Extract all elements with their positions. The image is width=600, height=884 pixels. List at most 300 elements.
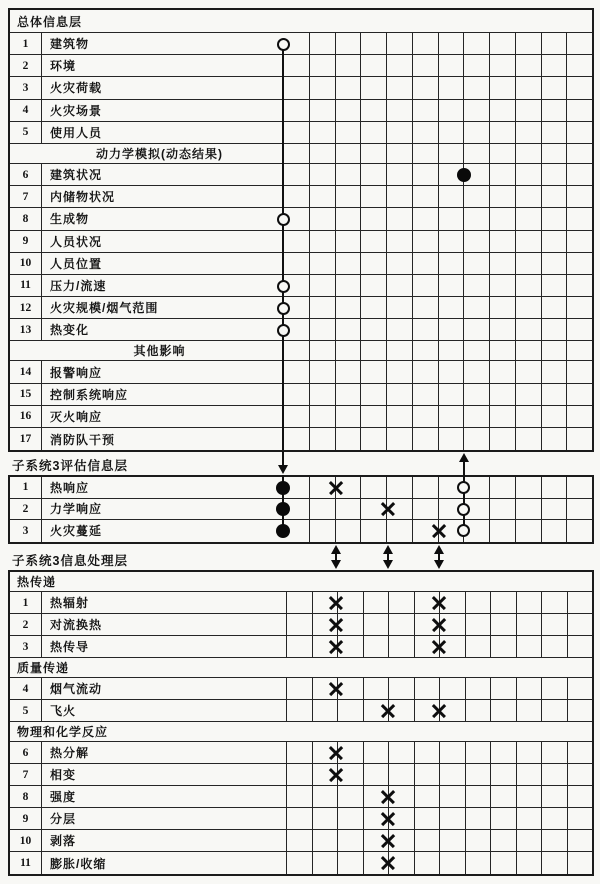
grid-cell bbox=[310, 428, 336, 450]
grid-cell bbox=[567, 477, 592, 498]
grid-cell bbox=[387, 384, 413, 405]
grid-cell bbox=[387, 100, 413, 121]
table-row bbox=[10, 186, 592, 208]
grid-cell bbox=[567, 499, 592, 520]
grid-cell bbox=[517, 742, 543, 763]
grid-cell bbox=[567, 384, 592, 405]
grid-cell bbox=[364, 678, 390, 699]
table-row bbox=[10, 164, 592, 186]
grid-cell bbox=[387, 297, 413, 318]
grid-cell bbox=[464, 319, 490, 340]
grid-cell bbox=[413, 341, 439, 360]
grid-cell bbox=[466, 592, 492, 613]
grid-cell bbox=[387, 477, 413, 498]
grid-cell bbox=[464, 33, 490, 54]
grid-cell bbox=[439, 319, 465, 340]
grid-cell bbox=[413, 361, 439, 382]
table-row bbox=[10, 808, 592, 830]
row-label: 热响应 bbox=[42, 477, 310, 498]
grid-cell bbox=[310, 275, 336, 296]
grid-cell bbox=[336, 361, 362, 382]
grid-cell bbox=[542, 614, 568, 635]
grid-cell bbox=[336, 186, 362, 207]
grid-cell bbox=[415, 764, 441, 785]
row-label: 膨胀/收缩 bbox=[42, 852, 287, 874]
x-mark bbox=[431, 639, 447, 655]
row-label: 压力/流速 bbox=[42, 275, 310, 296]
grid-cell bbox=[336, 428, 362, 450]
grid-cell bbox=[439, 186, 465, 207]
table-row bbox=[10, 361, 592, 383]
grid-cell bbox=[466, 786, 492, 807]
table-row bbox=[10, 614, 592, 636]
table-row bbox=[10, 231, 592, 253]
grid-cell bbox=[387, 406, 413, 427]
grid-cell bbox=[464, 122, 490, 143]
grid-cell bbox=[490, 122, 516, 143]
grid-cell bbox=[517, 636, 543, 657]
grid-cell bbox=[542, 208, 568, 229]
grid-cell bbox=[413, 77, 439, 98]
grid-cell bbox=[287, 764, 313, 785]
row-label: 灭火响应 bbox=[42, 406, 310, 427]
grid-cell bbox=[439, 77, 465, 98]
grid-cell bbox=[567, 77, 592, 98]
row-label: 人员状况 bbox=[42, 231, 310, 252]
grid-cell bbox=[364, 742, 390, 763]
grid-cell bbox=[516, 186, 542, 207]
grid-cell bbox=[567, 164, 592, 185]
row-number: 9 bbox=[10, 808, 42, 829]
grid-cell bbox=[464, 55, 490, 76]
x-mark bbox=[431, 617, 447, 633]
grid-cell bbox=[361, 144, 387, 163]
grid-cell bbox=[310, 122, 336, 143]
grid-cell bbox=[567, 297, 592, 318]
row-number: 14 bbox=[10, 361, 42, 382]
grid-cell bbox=[361, 406, 387, 427]
row-number: 17 bbox=[10, 428, 42, 450]
grid-cell bbox=[516, 428, 542, 450]
grid-cell bbox=[287, 678, 313, 699]
grid-cell bbox=[287, 636, 313, 657]
table-subsystem3-evaluation-layer bbox=[8, 475, 594, 544]
grid-cell bbox=[439, 231, 465, 252]
grid-cell bbox=[361, 100, 387, 121]
grid-cell bbox=[568, 786, 593, 807]
grid-cell bbox=[413, 186, 439, 207]
grid-cell bbox=[542, 700, 568, 721]
table-row bbox=[10, 406, 592, 428]
grid-cell bbox=[516, 520, 542, 542]
grid-cell bbox=[464, 384, 490, 405]
grid-cell bbox=[361, 231, 387, 252]
row-label: 内储物状况 bbox=[42, 186, 310, 207]
grid-cell bbox=[364, 636, 390, 657]
grid-cell bbox=[567, 100, 592, 121]
row-number: 5 bbox=[10, 700, 42, 721]
grid-cell bbox=[490, 100, 516, 121]
table-row bbox=[10, 428, 592, 450]
grid-cell bbox=[413, 319, 439, 340]
arrowhead-down-icon bbox=[278, 465, 288, 474]
grid-cell bbox=[542, 764, 568, 785]
grid-cell bbox=[389, 614, 415, 635]
grid-cell bbox=[336, 319, 362, 340]
row-label: 热辐射 bbox=[42, 592, 287, 613]
grid-cell bbox=[310, 406, 336, 427]
x-mark bbox=[328, 681, 344, 697]
grid-cell bbox=[490, 428, 516, 450]
grid-cell bbox=[466, 678, 492, 699]
row-label: 消防队干预 bbox=[42, 428, 310, 450]
row-label: 分层 bbox=[42, 808, 287, 829]
grid-cell bbox=[415, 808, 441, 829]
arrowhead-down-icon bbox=[434, 560, 444, 569]
row-number: 6 bbox=[10, 164, 42, 185]
grid-cell bbox=[287, 830, 313, 851]
grid-cell bbox=[387, 33, 413, 54]
grid-cell bbox=[568, 808, 593, 829]
grid-cell bbox=[336, 406, 362, 427]
grid-cell bbox=[491, 678, 517, 699]
grid-cell bbox=[387, 164, 413, 185]
grid-cell bbox=[490, 55, 516, 76]
grid-cell bbox=[490, 231, 516, 252]
grid-cell bbox=[517, 592, 543, 613]
grid-cell bbox=[490, 361, 516, 382]
grid-cell bbox=[413, 406, 439, 427]
grid-cell bbox=[568, 678, 593, 699]
grid-cell bbox=[287, 700, 313, 721]
grid-cell bbox=[567, 520, 592, 542]
grid-cell bbox=[542, 742, 568, 763]
grid-cell bbox=[568, 742, 593, 763]
grid-cell bbox=[336, 144, 362, 163]
grid-cell bbox=[516, 275, 542, 296]
grid-cell bbox=[439, 144, 465, 163]
grid-cell bbox=[516, 319, 542, 340]
row-number: 7 bbox=[10, 764, 42, 785]
row-number: 2 bbox=[10, 614, 42, 635]
arrowhead-up-icon bbox=[459, 453, 469, 462]
row-number: 2 bbox=[10, 499, 42, 520]
row-label: 相变 bbox=[42, 764, 287, 785]
grid-cell bbox=[310, 164, 336, 185]
grid-cell bbox=[287, 592, 313, 613]
grid-cell bbox=[516, 164, 542, 185]
row-label: 建筑状况 bbox=[42, 164, 310, 185]
grid-cell bbox=[466, 636, 492, 657]
x-mark bbox=[328, 480, 344, 496]
grid-cell bbox=[310, 186, 336, 207]
grid-cell bbox=[542, 592, 568, 613]
table-row bbox=[10, 830, 592, 852]
section-row bbox=[10, 144, 592, 164]
grid-cell bbox=[466, 764, 492, 785]
grid-cell bbox=[491, 830, 517, 851]
grid-cell bbox=[439, 253, 465, 274]
grid-cell bbox=[389, 764, 415, 785]
grid-cell bbox=[313, 830, 339, 851]
grid-cell bbox=[415, 742, 441, 763]
grid-cell bbox=[516, 100, 542, 121]
grid-cell bbox=[336, 122, 362, 143]
grid-cell bbox=[439, 122, 465, 143]
open-circle-mark bbox=[457, 503, 470, 516]
grid-cell bbox=[310, 499, 336, 520]
grid-cell bbox=[516, 144, 542, 163]
grid-cell bbox=[542, 361, 568, 382]
table-row bbox=[10, 764, 592, 786]
grid-cell bbox=[491, 614, 517, 635]
row-label: 热变化 bbox=[42, 319, 310, 340]
filled-circle-mark bbox=[276, 481, 290, 495]
grid-cell bbox=[490, 275, 516, 296]
grid-cell bbox=[568, 852, 593, 874]
grid-cell bbox=[466, 852, 492, 874]
grid-cell bbox=[466, 808, 492, 829]
grid-cell bbox=[387, 253, 413, 274]
grid-cell bbox=[464, 361, 490, 382]
table-row bbox=[10, 786, 592, 808]
x-mark bbox=[328, 639, 344, 655]
row-number: 3 bbox=[10, 77, 42, 98]
grid-cell bbox=[491, 764, 517, 785]
grid-cell bbox=[542, 852, 568, 874]
grid-cell bbox=[439, 361, 465, 382]
grid-cell bbox=[490, 33, 516, 54]
row-number: 11 bbox=[10, 275, 42, 296]
grid-cell bbox=[464, 208, 490, 229]
grid-cell bbox=[310, 384, 336, 405]
arrowhead-down-icon bbox=[331, 560, 341, 569]
grid-cell bbox=[491, 808, 517, 829]
grid-cell bbox=[439, 428, 465, 450]
grid-cell bbox=[415, 830, 441, 851]
grid-cell bbox=[439, 297, 465, 318]
table-row bbox=[10, 122, 592, 144]
open-circle-mark bbox=[277, 280, 290, 293]
grid-cell bbox=[361, 341, 387, 360]
grid-cell bbox=[338, 700, 364, 721]
grid-cell bbox=[313, 852, 339, 874]
grid-cell bbox=[490, 208, 516, 229]
grid-cell bbox=[336, 499, 362, 520]
grid-cell bbox=[542, 231, 568, 252]
grid-cell bbox=[439, 208, 465, 229]
grid-cell bbox=[516, 77, 542, 98]
table-row bbox=[10, 852, 592, 874]
table-row bbox=[10, 477, 592, 499]
section-label: 其他影响 bbox=[10, 341, 310, 360]
grid-cell bbox=[387, 208, 413, 229]
grid-cell bbox=[287, 808, 313, 829]
arrowhead-up-icon bbox=[331, 545, 341, 554]
row-label: 力学响应 bbox=[42, 499, 310, 520]
grid-cell bbox=[466, 742, 492, 763]
table-row bbox=[10, 33, 592, 55]
row-label: 使用人员 bbox=[42, 122, 310, 143]
grid-cell bbox=[542, 33, 568, 54]
open-circle-mark bbox=[277, 302, 290, 315]
arrowhead-down-icon bbox=[383, 560, 393, 569]
grid-cell bbox=[542, 406, 568, 427]
grid-cell bbox=[464, 406, 490, 427]
grid-cell bbox=[413, 100, 439, 121]
layer-title: 子系统3评估信息层 bbox=[12, 459, 128, 473]
grid-cell bbox=[542, 786, 568, 807]
grid-cell bbox=[516, 341, 542, 360]
table-row bbox=[10, 499, 592, 521]
grid-cell bbox=[466, 614, 492, 635]
grid-cell bbox=[387, 361, 413, 382]
row-label: 强度 bbox=[42, 786, 287, 807]
table-row bbox=[10, 100, 592, 122]
grid-cell bbox=[567, 33, 592, 54]
grid-cell bbox=[310, 361, 336, 382]
grid-cell bbox=[387, 319, 413, 340]
grid-cell bbox=[567, 319, 592, 340]
grid-cell bbox=[439, 341, 465, 360]
grid-cell bbox=[439, 33, 465, 54]
grid-cell bbox=[542, 275, 568, 296]
row-label: 热传导 bbox=[42, 636, 287, 657]
grid-cell bbox=[336, 297, 362, 318]
grid-cell bbox=[310, 253, 336, 274]
grid-cell bbox=[542, 636, 568, 657]
grid-cell bbox=[361, 520, 387, 542]
grid-cell bbox=[310, 341, 336, 360]
grid-cell bbox=[542, 144, 568, 163]
table-row bbox=[10, 77, 592, 99]
grid-cell bbox=[440, 786, 466, 807]
grid-cell bbox=[439, 100, 465, 121]
grid-cell bbox=[336, 275, 362, 296]
grid-cell bbox=[336, 164, 362, 185]
x-mark bbox=[431, 523, 447, 539]
grid-cell bbox=[387, 144, 413, 163]
row-number: 1 bbox=[10, 477, 42, 498]
grid-cell bbox=[516, 499, 542, 520]
row-number: 3 bbox=[10, 520, 42, 542]
grid-cell bbox=[413, 297, 439, 318]
grid-cell bbox=[310, 33, 336, 54]
grid-cell bbox=[336, 208, 362, 229]
grid-cell bbox=[542, 520, 568, 542]
grid-cell bbox=[313, 808, 339, 829]
x-mark bbox=[380, 811, 396, 827]
grid-cell bbox=[517, 830, 543, 851]
grid-cell bbox=[542, 164, 568, 185]
row-number: 9 bbox=[10, 231, 42, 252]
grid-cell bbox=[567, 341, 592, 360]
grid-cell bbox=[516, 122, 542, 143]
row-number: 12 bbox=[10, 297, 42, 318]
grid-cell bbox=[338, 852, 364, 874]
grid-cell bbox=[517, 764, 543, 785]
grid-cell bbox=[413, 384, 439, 405]
grid-cell bbox=[413, 428, 439, 450]
x-mark bbox=[328, 595, 344, 611]
section-row bbox=[10, 722, 592, 742]
grid-cell bbox=[413, 275, 439, 296]
grid-cell bbox=[491, 786, 517, 807]
grid-cell bbox=[517, 614, 543, 635]
grid-cell bbox=[542, 808, 568, 829]
row-label: 对流换热 bbox=[42, 614, 287, 635]
table-row bbox=[10, 275, 592, 297]
x-mark bbox=[328, 767, 344, 783]
grid-cell bbox=[516, 384, 542, 405]
grid-cell bbox=[464, 297, 490, 318]
grid-cell bbox=[516, 297, 542, 318]
grid-cell bbox=[336, 100, 362, 121]
row-number: 1 bbox=[10, 33, 42, 54]
grid-cell bbox=[389, 592, 415, 613]
grid-cell bbox=[542, 77, 568, 98]
row-label: 控制系统响应 bbox=[42, 384, 310, 405]
grid-cell bbox=[542, 297, 568, 318]
row-label: 飞火 bbox=[42, 700, 287, 721]
grid-cell bbox=[387, 122, 413, 143]
grid-cell bbox=[310, 77, 336, 98]
grid-cell bbox=[490, 297, 516, 318]
grid-cell bbox=[516, 33, 542, 54]
grid-cell bbox=[490, 477, 516, 498]
table-row bbox=[10, 319, 592, 341]
grid-cell bbox=[568, 764, 593, 785]
grid-cell bbox=[364, 592, 390, 613]
grid-cell bbox=[361, 122, 387, 143]
table-row bbox=[10, 678, 592, 700]
grid-cell bbox=[568, 614, 593, 635]
section-row bbox=[10, 572, 592, 592]
grid-cell bbox=[567, 186, 592, 207]
grid-cell bbox=[310, 297, 336, 318]
grid-cell bbox=[568, 700, 593, 721]
grid-cell bbox=[567, 275, 592, 296]
grid-cell bbox=[568, 830, 593, 851]
x-mark bbox=[380, 833, 396, 849]
section-row bbox=[10, 341, 592, 361]
grid-cell bbox=[387, 186, 413, 207]
arrowhead-up-icon bbox=[434, 545, 444, 554]
row-number: 10 bbox=[10, 253, 42, 274]
grid-cell bbox=[567, 406, 592, 427]
grid-cell bbox=[336, 520, 362, 542]
x-mark bbox=[380, 855, 396, 871]
x-mark bbox=[380, 789, 396, 805]
grid-cell bbox=[313, 786, 339, 807]
row-label: 剥落 bbox=[42, 830, 287, 851]
section-row bbox=[10, 10, 592, 33]
grid-cell bbox=[542, 830, 568, 851]
grid-cell bbox=[490, 319, 516, 340]
grid-cell bbox=[490, 186, 516, 207]
grid-cell bbox=[361, 186, 387, 207]
row-label: 火灾荷载 bbox=[42, 77, 310, 98]
grid-cell bbox=[361, 297, 387, 318]
table-row bbox=[10, 55, 592, 77]
grid-cell bbox=[516, 406, 542, 427]
grid-cell bbox=[491, 636, 517, 657]
grid-cell bbox=[542, 253, 568, 274]
grid-cell bbox=[413, 208, 439, 229]
row-number: 4 bbox=[10, 678, 42, 699]
grid-cell bbox=[516, 231, 542, 252]
grid-cell bbox=[516, 477, 542, 498]
